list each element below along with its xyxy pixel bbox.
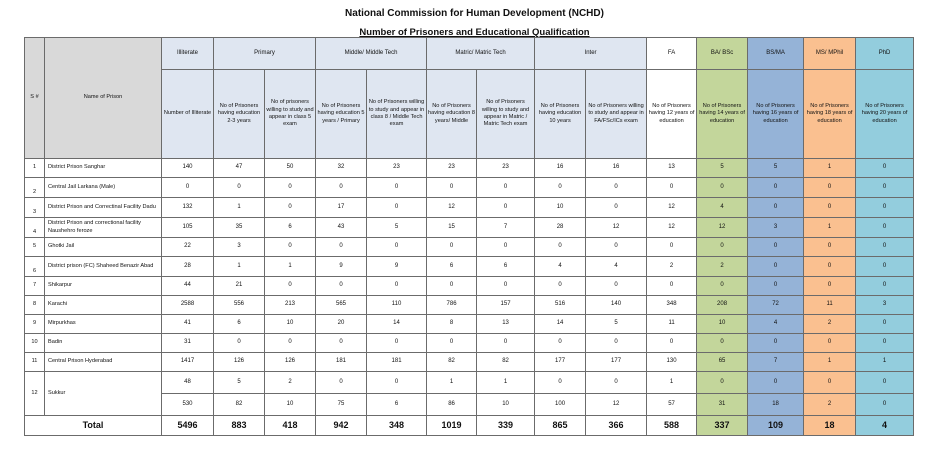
row-value: 23 xyxy=(477,159,535,178)
row-value: 1 xyxy=(647,372,697,394)
row-value: 0 xyxy=(265,198,316,218)
row-value: 10 xyxy=(697,315,748,334)
row-value: 10 xyxy=(265,315,316,334)
row-value: 4 xyxy=(586,257,647,277)
row-value: 6 xyxy=(427,257,477,277)
row-value: 23 xyxy=(427,159,477,178)
row-value: 2 xyxy=(265,372,316,394)
row-value: 6 xyxy=(477,257,535,277)
row-value: 15 xyxy=(427,218,477,238)
header-group-bs: BS/MA xyxy=(748,38,804,70)
row-value: 17 xyxy=(316,198,367,218)
row-value: 0 xyxy=(856,178,914,198)
row-value: 0 xyxy=(316,238,367,257)
row-value: 0 xyxy=(804,257,856,277)
header-group-illiterate: Illiterate xyxy=(162,38,214,70)
row-value: 0 xyxy=(856,218,914,238)
row-value: 0 xyxy=(586,334,647,353)
table-row xyxy=(25,238,914,257)
row-value: 13 xyxy=(477,315,535,334)
row-value: 13 xyxy=(647,159,697,178)
total-value: 366 xyxy=(586,416,647,436)
row-value: 0 xyxy=(535,178,586,198)
row-value: 126 xyxy=(265,353,316,372)
row-value: 5 xyxy=(214,372,265,394)
row-value: 516 xyxy=(535,296,586,315)
row-value: 0 xyxy=(856,334,914,353)
row-value: 0 xyxy=(265,178,316,198)
row-value: 2 xyxy=(647,257,697,277)
row-value: 140 xyxy=(162,159,214,178)
row-value: 1 xyxy=(214,257,265,277)
row-sno: 12 xyxy=(25,372,45,416)
org-title: National Commission for Human Development (NCHD) xyxy=(345,8,604,19)
row-value: 5 xyxy=(748,159,804,178)
header-group-primary: Primary xyxy=(214,38,316,70)
row-value: 1417 xyxy=(162,353,214,372)
row-value: 0 xyxy=(477,277,535,296)
row-value: 3 xyxy=(856,296,914,315)
row-value: 0 xyxy=(586,277,647,296)
row-value: 41 xyxy=(162,315,214,334)
row-value: 0 xyxy=(856,159,914,178)
row-value: 28 xyxy=(535,218,586,238)
row-value: 47 xyxy=(214,159,265,178)
header-group-ms: MS/ MPhil xyxy=(804,38,856,70)
row-value: 12 xyxy=(427,198,477,218)
row-value: 7 xyxy=(748,353,804,372)
row-value: 6 xyxy=(367,394,427,416)
row-prison-name: District Prison and correctional facility Naushehro feroze xyxy=(45,218,162,238)
row-value: 100 xyxy=(535,394,586,416)
row-value: 0 xyxy=(535,334,586,353)
row-value: 0 xyxy=(748,277,804,296)
row-value: 1 xyxy=(427,372,477,394)
row-value: 786 xyxy=(427,296,477,315)
row-value: 0 xyxy=(427,277,477,296)
table-row xyxy=(25,296,914,315)
row-value: 0 xyxy=(586,372,647,394)
row-value: 0 xyxy=(856,277,914,296)
row-value: 157 xyxy=(477,296,535,315)
row-value: 1 xyxy=(214,198,265,218)
row-value: 0 xyxy=(477,334,535,353)
row-value: 16 xyxy=(586,159,647,178)
header-matric-willing: No of Prisoners willing to study and appear in Matric / Matric Tech exam xyxy=(477,70,535,159)
row-value: 0 xyxy=(856,238,914,257)
row-value: 0 xyxy=(748,198,804,218)
table-body xyxy=(25,159,914,436)
row-value: 2 xyxy=(697,257,748,277)
row-value: 0 xyxy=(804,238,856,257)
row-value: 31 xyxy=(697,394,748,416)
header-inter-willing: No of Prisoners willing to study and appear in FA/FSc/ICs exam xyxy=(586,70,647,159)
row-value: 0 xyxy=(697,178,748,198)
row-value: 0 xyxy=(856,372,914,394)
row-value: 5 xyxy=(586,315,647,334)
row-value: 177 xyxy=(586,353,647,372)
total-value: 18 xyxy=(804,416,856,436)
row-value: 530 xyxy=(162,394,214,416)
row-value: 0 xyxy=(586,198,647,218)
row-value: 5 xyxy=(367,218,427,238)
header-illiterate: Number of Illiterate xyxy=(162,70,214,159)
row-sno: 2 xyxy=(25,178,45,198)
total-value: 883 xyxy=(214,416,265,436)
row-value: 0 xyxy=(748,372,804,394)
row-value: 0 xyxy=(265,238,316,257)
total-value: 339 xyxy=(477,416,535,436)
row-value: 0 xyxy=(477,178,535,198)
header-group-phd: PhD xyxy=(856,38,914,70)
row-value: 0 xyxy=(367,334,427,353)
row-value: 11 xyxy=(804,296,856,315)
row-value: 6 xyxy=(265,218,316,238)
row-value: 0 xyxy=(535,372,586,394)
row-value: 0 xyxy=(856,198,914,218)
row-value: 0 xyxy=(856,394,914,416)
row-sno: 6 xyxy=(25,257,45,277)
row-value: 1 xyxy=(856,353,914,372)
row-value: 348 xyxy=(647,296,697,315)
header-bs: No of Prisoners having 16 years of education xyxy=(748,70,804,159)
row-value: 0 xyxy=(697,372,748,394)
row-sno: 4 xyxy=(25,218,45,238)
table-row xyxy=(25,198,914,218)
row-value: 0 xyxy=(367,238,427,257)
row-value: 0 xyxy=(748,178,804,198)
header-matric-education: No of Prisoners having education 8 years/ Middle xyxy=(427,70,477,159)
table-row xyxy=(25,315,914,334)
row-sno: 11 xyxy=(25,353,45,372)
row-value: 1 xyxy=(265,257,316,277)
row-value: 0 xyxy=(214,334,265,353)
total-row xyxy=(25,416,914,436)
table-row xyxy=(25,334,914,353)
row-value: 44 xyxy=(162,277,214,296)
row-sno: 9 xyxy=(25,315,45,334)
row-value: 4 xyxy=(748,315,804,334)
row-value: 177 xyxy=(535,353,586,372)
row-value: 132 xyxy=(162,198,214,218)
row-value: 57 xyxy=(647,394,697,416)
row-value: 82 xyxy=(214,394,265,416)
row-value: 0 xyxy=(316,372,367,394)
row-value: 565 xyxy=(316,296,367,315)
row-value: 126 xyxy=(214,353,265,372)
row-value: 0 xyxy=(477,238,535,257)
row-value: 4 xyxy=(697,198,748,218)
total-value: 865 xyxy=(535,416,586,436)
row-prison-name: Mirpurkhas xyxy=(45,315,162,334)
row-value: 130 xyxy=(647,353,697,372)
row-value: 0 xyxy=(535,277,586,296)
header-primary-education: No of Prisoners having education 2-3 years xyxy=(214,70,265,159)
row-value: 32 xyxy=(316,159,367,178)
row-prison-name: Ghotki Jail xyxy=(45,238,162,257)
row-value: 0 xyxy=(427,334,477,353)
header-group-middle: Middle/ Middle Tech xyxy=(316,38,427,70)
total-value: 942 xyxy=(316,416,367,436)
row-value: 3 xyxy=(748,218,804,238)
total-value: 337 xyxy=(697,416,748,436)
prisoners-education-table xyxy=(24,37,914,436)
row-value: 9 xyxy=(316,257,367,277)
row-value: 10 xyxy=(535,198,586,218)
row-value: 181 xyxy=(316,353,367,372)
total-label: Total xyxy=(25,416,162,436)
row-value: 86 xyxy=(427,394,477,416)
table-row xyxy=(25,178,914,198)
row-value: 0 xyxy=(367,372,427,394)
table-row xyxy=(25,257,914,277)
row-value: 0 xyxy=(316,334,367,353)
row-value: 0 xyxy=(265,277,316,296)
row-value: 75 xyxy=(316,394,367,416)
row-value: 0 xyxy=(856,257,914,277)
row-value: 16 xyxy=(535,159,586,178)
header-prison-name: Name of Prison xyxy=(45,38,162,159)
row-value: 9 xyxy=(367,257,427,277)
header-phd: No of Prisoners having 20 years of education xyxy=(856,70,914,159)
row-sno: 1 xyxy=(25,159,45,178)
total-value: 348 xyxy=(367,416,427,436)
row-value: 14 xyxy=(535,315,586,334)
row-value: 18 xyxy=(748,394,804,416)
row-sno: 3 xyxy=(25,198,45,218)
row-value: 7 xyxy=(477,218,535,238)
header-group-inter: Inter xyxy=(535,38,647,70)
row-value: 72 xyxy=(748,296,804,315)
total-value: 418 xyxy=(265,416,316,436)
row-prison-name: District prison (FC) Shaheed Benazir Abad xyxy=(45,257,162,277)
row-value: 0 xyxy=(265,334,316,353)
row-value: 0 xyxy=(697,277,748,296)
header-middle-willing: No of Prisoners willing to study and appear in class 8 / Middle Tech exam xyxy=(367,70,427,159)
row-value: 1 xyxy=(477,372,535,394)
table-row xyxy=(25,372,914,394)
header-ba: No of Prisoners having 14 years of education xyxy=(697,70,748,159)
row-value: 10 xyxy=(477,394,535,416)
row-value: 0 xyxy=(427,238,477,257)
row-value: 28 xyxy=(162,257,214,277)
row-value: 5 xyxy=(697,159,748,178)
header-ms: No of Prisoners having 18 years of education xyxy=(804,70,856,159)
row-value: 20 xyxy=(316,315,367,334)
row-value: 10 xyxy=(265,394,316,416)
row-prison-name: Central Jail Larkana (Male) xyxy=(45,178,162,198)
row-value: 21 xyxy=(214,277,265,296)
row-value: 0 xyxy=(697,334,748,353)
row-value: 0 xyxy=(367,178,427,198)
row-value: 0 xyxy=(804,334,856,353)
row-value: 2 xyxy=(804,394,856,416)
row-value: 140 xyxy=(586,296,647,315)
row-value: 0 xyxy=(316,277,367,296)
row-value: 0 xyxy=(647,334,697,353)
row-prison-name: Badin xyxy=(45,334,162,353)
row-value: 12 xyxy=(697,218,748,238)
row-value: 105 xyxy=(162,218,214,238)
table-row xyxy=(25,218,914,238)
table-title: Number of Prisoners and Educational Qualification xyxy=(359,27,590,38)
row-value: 1 xyxy=(804,353,856,372)
row-value: 110 xyxy=(367,296,427,315)
table-row xyxy=(25,277,914,296)
table-row xyxy=(25,353,914,372)
row-value: 11 xyxy=(647,315,697,334)
header-middle-education: No of Prisoners having education 5 years / Primary xyxy=(316,70,367,159)
row-value: 0 xyxy=(647,277,697,296)
row-value: 14 xyxy=(367,315,427,334)
row-value: 12 xyxy=(586,218,647,238)
row-value: 82 xyxy=(477,353,535,372)
row-value: 1 xyxy=(804,159,856,178)
row-value: 0 xyxy=(804,372,856,394)
row-value: 0 xyxy=(748,334,804,353)
row-sno: 5 xyxy=(25,238,45,257)
row-value: 8 xyxy=(427,315,477,334)
row-value: 0 xyxy=(162,178,214,198)
row-value: 65 xyxy=(697,353,748,372)
row-value: 0 xyxy=(586,178,647,198)
row-value: 1 xyxy=(804,218,856,238)
row-value: 4 xyxy=(535,257,586,277)
header-fa: No of Prisoners having 12 years of education xyxy=(647,70,697,159)
total-value: 588 xyxy=(647,416,697,436)
row-prison-name: Central Prison Hyderabad xyxy=(45,353,162,372)
header-group-matric: Matric/ Matric Tech xyxy=(427,38,535,70)
row-prison-name: Sukkur xyxy=(45,372,162,416)
table-row xyxy=(25,159,914,178)
row-value: 12 xyxy=(586,394,647,416)
row-value: 0 xyxy=(748,238,804,257)
row-value: 0 xyxy=(856,315,914,334)
row-prison-name: Shikarpur xyxy=(45,277,162,296)
row-value: 12 xyxy=(647,198,697,218)
row-value: 0 xyxy=(477,198,535,218)
row-value: 3 xyxy=(214,238,265,257)
row-value: 2588 xyxy=(162,296,214,315)
total-value: 109 xyxy=(748,416,804,436)
row-value: 556 xyxy=(214,296,265,315)
total-value: 5496 xyxy=(162,416,214,436)
row-prison-name: District Prison Sanghar xyxy=(45,159,162,178)
row-value: 43 xyxy=(316,218,367,238)
row-value: 12 xyxy=(647,218,697,238)
total-value: 1019 xyxy=(427,416,477,436)
header-inter-education: No of Prisoners having education 10 years xyxy=(535,70,586,159)
row-value: 0 xyxy=(804,178,856,198)
row-value: 50 xyxy=(265,159,316,178)
header-group-fa: FA xyxy=(647,38,697,70)
row-value: 82 xyxy=(427,353,477,372)
row-value: 23 xyxy=(367,159,427,178)
row-value: 0 xyxy=(214,178,265,198)
row-sno: 8 xyxy=(25,296,45,315)
row-value: 0 xyxy=(647,178,697,198)
row-value: 0 xyxy=(804,277,856,296)
row-value: 0 xyxy=(367,198,427,218)
row-value: 0 xyxy=(535,238,586,257)
row-prison-name: District Prison and Correctinal Facility Dadu xyxy=(45,198,162,218)
row-value: 0 xyxy=(748,257,804,277)
row-value: 181 xyxy=(367,353,427,372)
row-value: 0 xyxy=(316,178,367,198)
header-primary-willing: No of prisoners willing to study and appear in class 5 exam xyxy=(265,70,316,159)
row-value: 0 xyxy=(647,238,697,257)
row-value: 0 xyxy=(586,238,647,257)
row-value: 35 xyxy=(214,218,265,238)
row-value: 0 xyxy=(804,198,856,218)
row-value: 22 xyxy=(162,238,214,257)
row-value: 208 xyxy=(697,296,748,315)
header-sno: S # xyxy=(25,38,45,159)
header-group-ba: BA/ BSc xyxy=(697,38,748,70)
row-value: 0 xyxy=(427,178,477,198)
row-value: 0 xyxy=(367,277,427,296)
row-value: 31 xyxy=(162,334,214,353)
row-value: 2 xyxy=(804,315,856,334)
row-value: 48 xyxy=(162,372,214,394)
row-sno: 10 xyxy=(25,334,45,353)
row-value: 0 xyxy=(697,238,748,257)
total-value: 4 xyxy=(856,416,914,436)
row-sno: 7 xyxy=(25,277,45,296)
row-value: 213 xyxy=(265,296,316,315)
row-prison-name: Karachi xyxy=(45,296,162,315)
row-value: 6 xyxy=(214,315,265,334)
